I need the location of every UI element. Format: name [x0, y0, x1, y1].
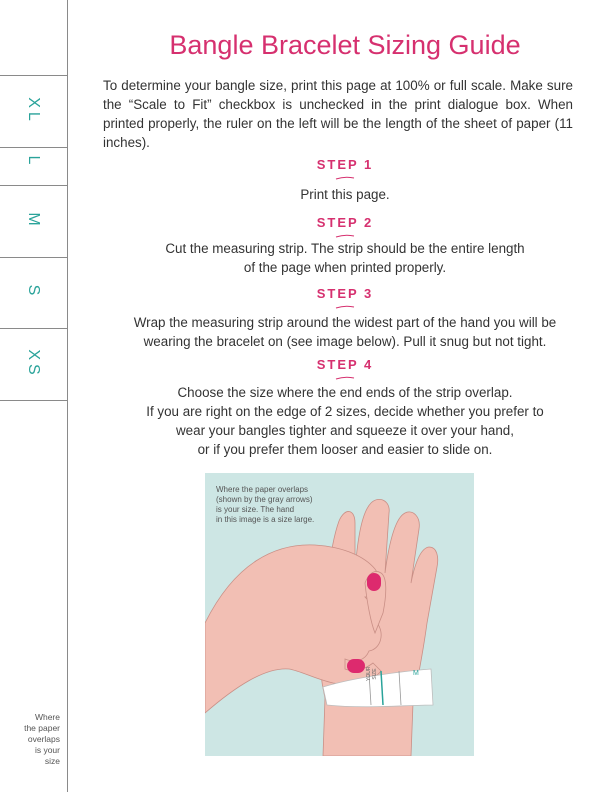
your-size-label: YOUR SIZE — [366, 666, 378, 681]
step-2-text: Cut the measuring strip. The strip should be the entire length of the page when printed properly. — [165, 241, 525, 275]
step-2-title: STEP 2 — [90, 215, 600, 230]
intro-paragraph: To determine your bangle size, print this page at 100% or full scale. Make sure the “Scale to Fit” checkbox is unchecked in the print dialogue box. When printed properly, the ruler on the left will be the length of the sheet of paper (11 inches). — [103, 78, 573, 150]
size-divider — [0, 185, 67, 186]
swash-decoration — [335, 176, 355, 180]
swash-decoration — [335, 305, 355, 309]
swash-decoration — [335, 234, 355, 238]
size-divider — [0, 400, 67, 401]
illustration-caption: Where the paper overlaps (shown by the gray arrows) is your size. The hand in this image is a size large. — [216, 485, 315, 524]
hands-drawing — [205, 473, 474, 756]
measuring-strip: XL L M S XS Where the paper overlaps is your size — [0, 0, 68, 792]
step-4-text: Choose the size where the end ends of the strip overlap. If you are right on the edge of 2 sizes, decide whether you prefer to wear your bangles tighter and squeeze it over your hand, or if you prefer them looser and easier to slide on. — [146, 385, 544, 457]
step-4-title: STEP 4 — [90, 357, 600, 372]
size-divider — [0, 147, 67, 148]
nail-upper — [367, 573, 381, 591]
nail-thumb — [347, 659, 365, 673]
strip-note: Where the paper overlaps is your size — [24, 712, 60, 766]
step-1-title: STEP 1 — [90, 157, 600, 172]
step-3-text: Wrap the measuring strip around the widest part of the hand you will be wearing the bracelet on (see image below). Pull it snug but not tight. — [133, 315, 557, 349]
page-title: Bangle Bracelet Sizing Guide — [169, 30, 521, 60]
swash-decoration — [335, 376, 355, 380]
size-divider — [0, 328, 67, 329]
size-divider — [0, 75, 67, 76]
step-3-title: STEP 3 — [90, 286, 600, 301]
hand-illustration — [205, 473, 474, 756]
size-divider — [0, 257, 67, 258]
step-1-text: Print this page. — [300, 187, 390, 202]
strip-size-letter: M — [413, 670, 419, 677]
